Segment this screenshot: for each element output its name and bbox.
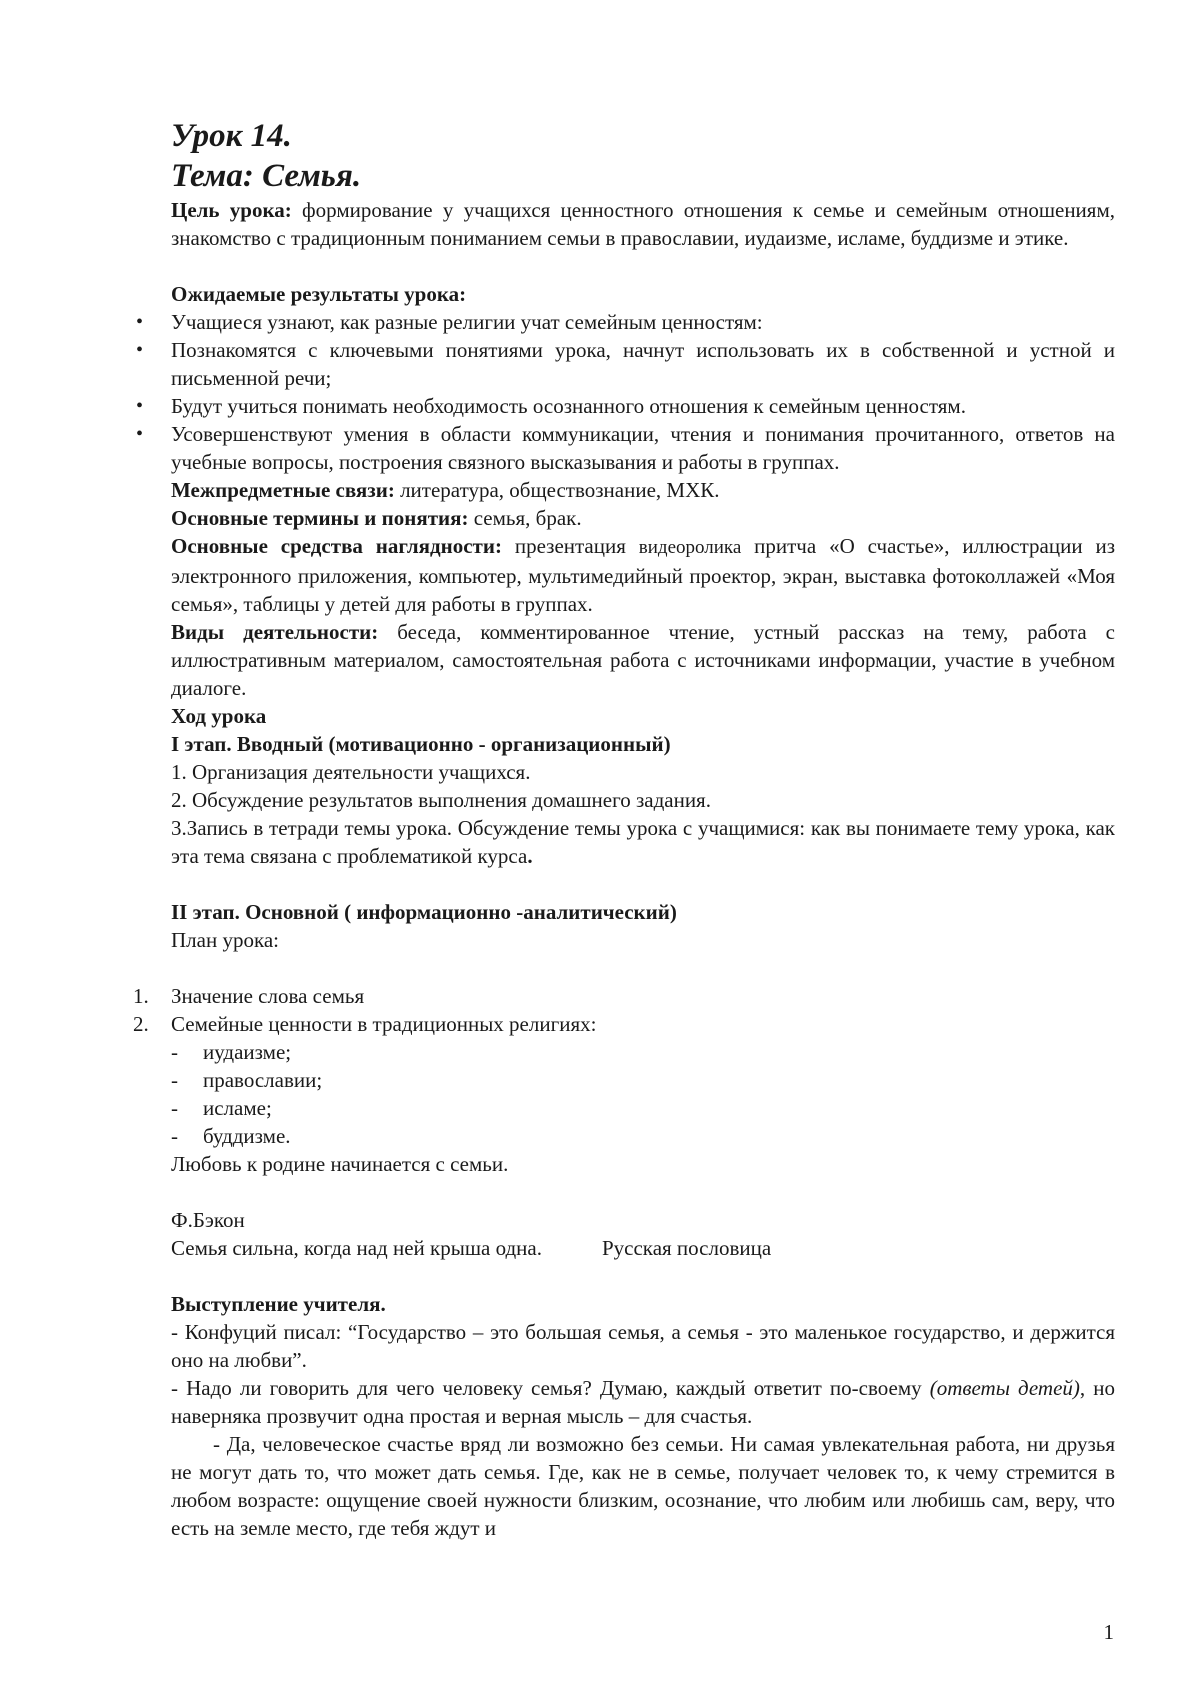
list-item: 2. Семейные ценности в традиционных религиях: [133, 1012, 597, 1036]
teacher-heading: Выступление учителя. [171, 1292, 386, 1316]
page-number: 1 [1103, 1620, 1114, 1644]
list-item: • Учащиеся узнают, как разные религии учат семейным ценностям: [171, 308, 1115, 336]
visual-text: презентация [501, 534, 639, 558]
epigraph-quote-2-text: Семья сильна, когда над ней крыша одна. [171, 1236, 542, 1260]
goal-text: формирование у учащихся ценностного отношения к семье и семейным отношениям, знакомство с традиционным пониманием семьи в православии, иудаизме, исламе, буддизме и этике. [171, 198, 1115, 250]
epigraph-source-2: Русская пословица [601, 1236, 772, 1260]
key-terms [171, 504, 1115, 532]
activities [171, 618, 1115, 702]
step-2: 2. Обсуждение результатов выполнения домашнего задания. [171, 788, 711, 812]
list-item: - буддизме. [171, 1124, 291, 1148]
expected-results-list [171, 308, 1115, 476]
plan-list [133, 982, 1115, 1038]
step-3: 3.Запись в тетради темы урока. Обсуждение темы урока с учащимися: как вы понимаете тему урока, как эта тема связана с проблематикой курса. [171, 816, 1115, 868]
epigraph-author-1: Ф.Бэкон [171, 1208, 245, 1232]
stage-1-heading: I этап. Вводный (мотивационно - организационный) [171, 732, 671, 756]
terms-label: Основные термины и понятия: [171, 506, 469, 530]
list-item: - иудаизме; [171, 1040, 292, 1064]
lesson-number: Урок 14. [171, 118, 292, 154]
teacher-paragraph-2: - Надо ли говорить для чего человеку семья? Думаю, каждый ответит по-своему (ответы детей), но наверняка прозвучит одна простая и верная мысль – для счастья. [171, 1376, 1115, 1428]
religions-list [171, 1038, 1115, 1150]
epigraph-quote-2 [171, 1234, 1115, 1262]
teacher-paragraph-1: - Конфуций писал: “Государство – это большая семья, а семья - это маленькое государство, и держится оно на любви”. [171, 1320, 1115, 1372]
activities-text: беседа, комментированное чтение, устный рассказ на тему, работа с иллюстративным материалом, самостоятельная работа с источниками информации, участие в учебном диалоге. [171, 620, 1115, 700]
list-item: • Познакомятся с ключевыми понятиями урока, начнут использовать их в собственной и устной и письменной речи; [171, 336, 1115, 392]
course-heading: Ход урока [171, 704, 267, 728]
interdisciplinary-links [171, 476, 1115, 504]
list-item: - православии; [171, 1068, 323, 1092]
terms-text: семья, брак. [468, 506, 582, 530]
links-text: литература, обществознание, МХК. [394, 478, 720, 502]
teacher-paragraph-3: - Да, человеческое счастье вряд ли возможно без семьи. Ни самая увлекательная работа, ни друзья не могут дать то, что может дать семья. Где, как не в семье, получает человек то, к чему стремится в любом возрасте: ощущение своей нужности близким, осознание, что любим или любишь сам, веру, что есть на земле место, где тебя ждут и [171, 1432, 1115, 1540]
visual-aids [171, 532, 1115, 618]
list-item: 1. Значение слова семья [133, 984, 365, 1008]
page-content [133, 116, 1115, 1542]
visual-label: Основные средства наглядности: [171, 534, 502, 558]
list-item: • Будут учиться понимать необходимость осознанного отношения к семейным ценностям. [171, 392, 1115, 420]
list-item: • Усовершенствуют умения в области коммуникации, чтения и понимания прочитанного, ответов на учебные вопросы, построения связного высказывания и работы в группах. [171, 420, 1115, 476]
plan-label: План урока: [171, 928, 279, 952]
activities-label: Виды деятельности: [171, 620, 379, 644]
lesson-topic: Тема: Семья. [171, 158, 362, 194]
lesson-goal [171, 196, 1115, 252]
visual-text-small: видеоролика [638, 537, 742, 558]
goal-label: Цель урока: [171, 198, 292, 222]
list-item: - исламе; [171, 1096, 272, 1120]
stage-2-heading: II этап. Основной ( информационно -аналитический) [171, 900, 677, 924]
visual-text-rest: притча «О счастье», иллюстрации из электронного приложения, компьютер, мультимедийный проектор, экран, выставка фотоколлажей «Моя семья», таблицы у детей для работы в группах. [171, 534, 1115, 616]
expected-results-heading: Ожидаемые результаты урока: [171, 282, 467, 306]
step-1: 1. Организация деятельности учащихся. [171, 760, 531, 784]
epigraph-quote-1: Любовь к родине начинается с семьи. [171, 1152, 509, 1176]
links-label: Межпредметные связи: [171, 478, 395, 502]
